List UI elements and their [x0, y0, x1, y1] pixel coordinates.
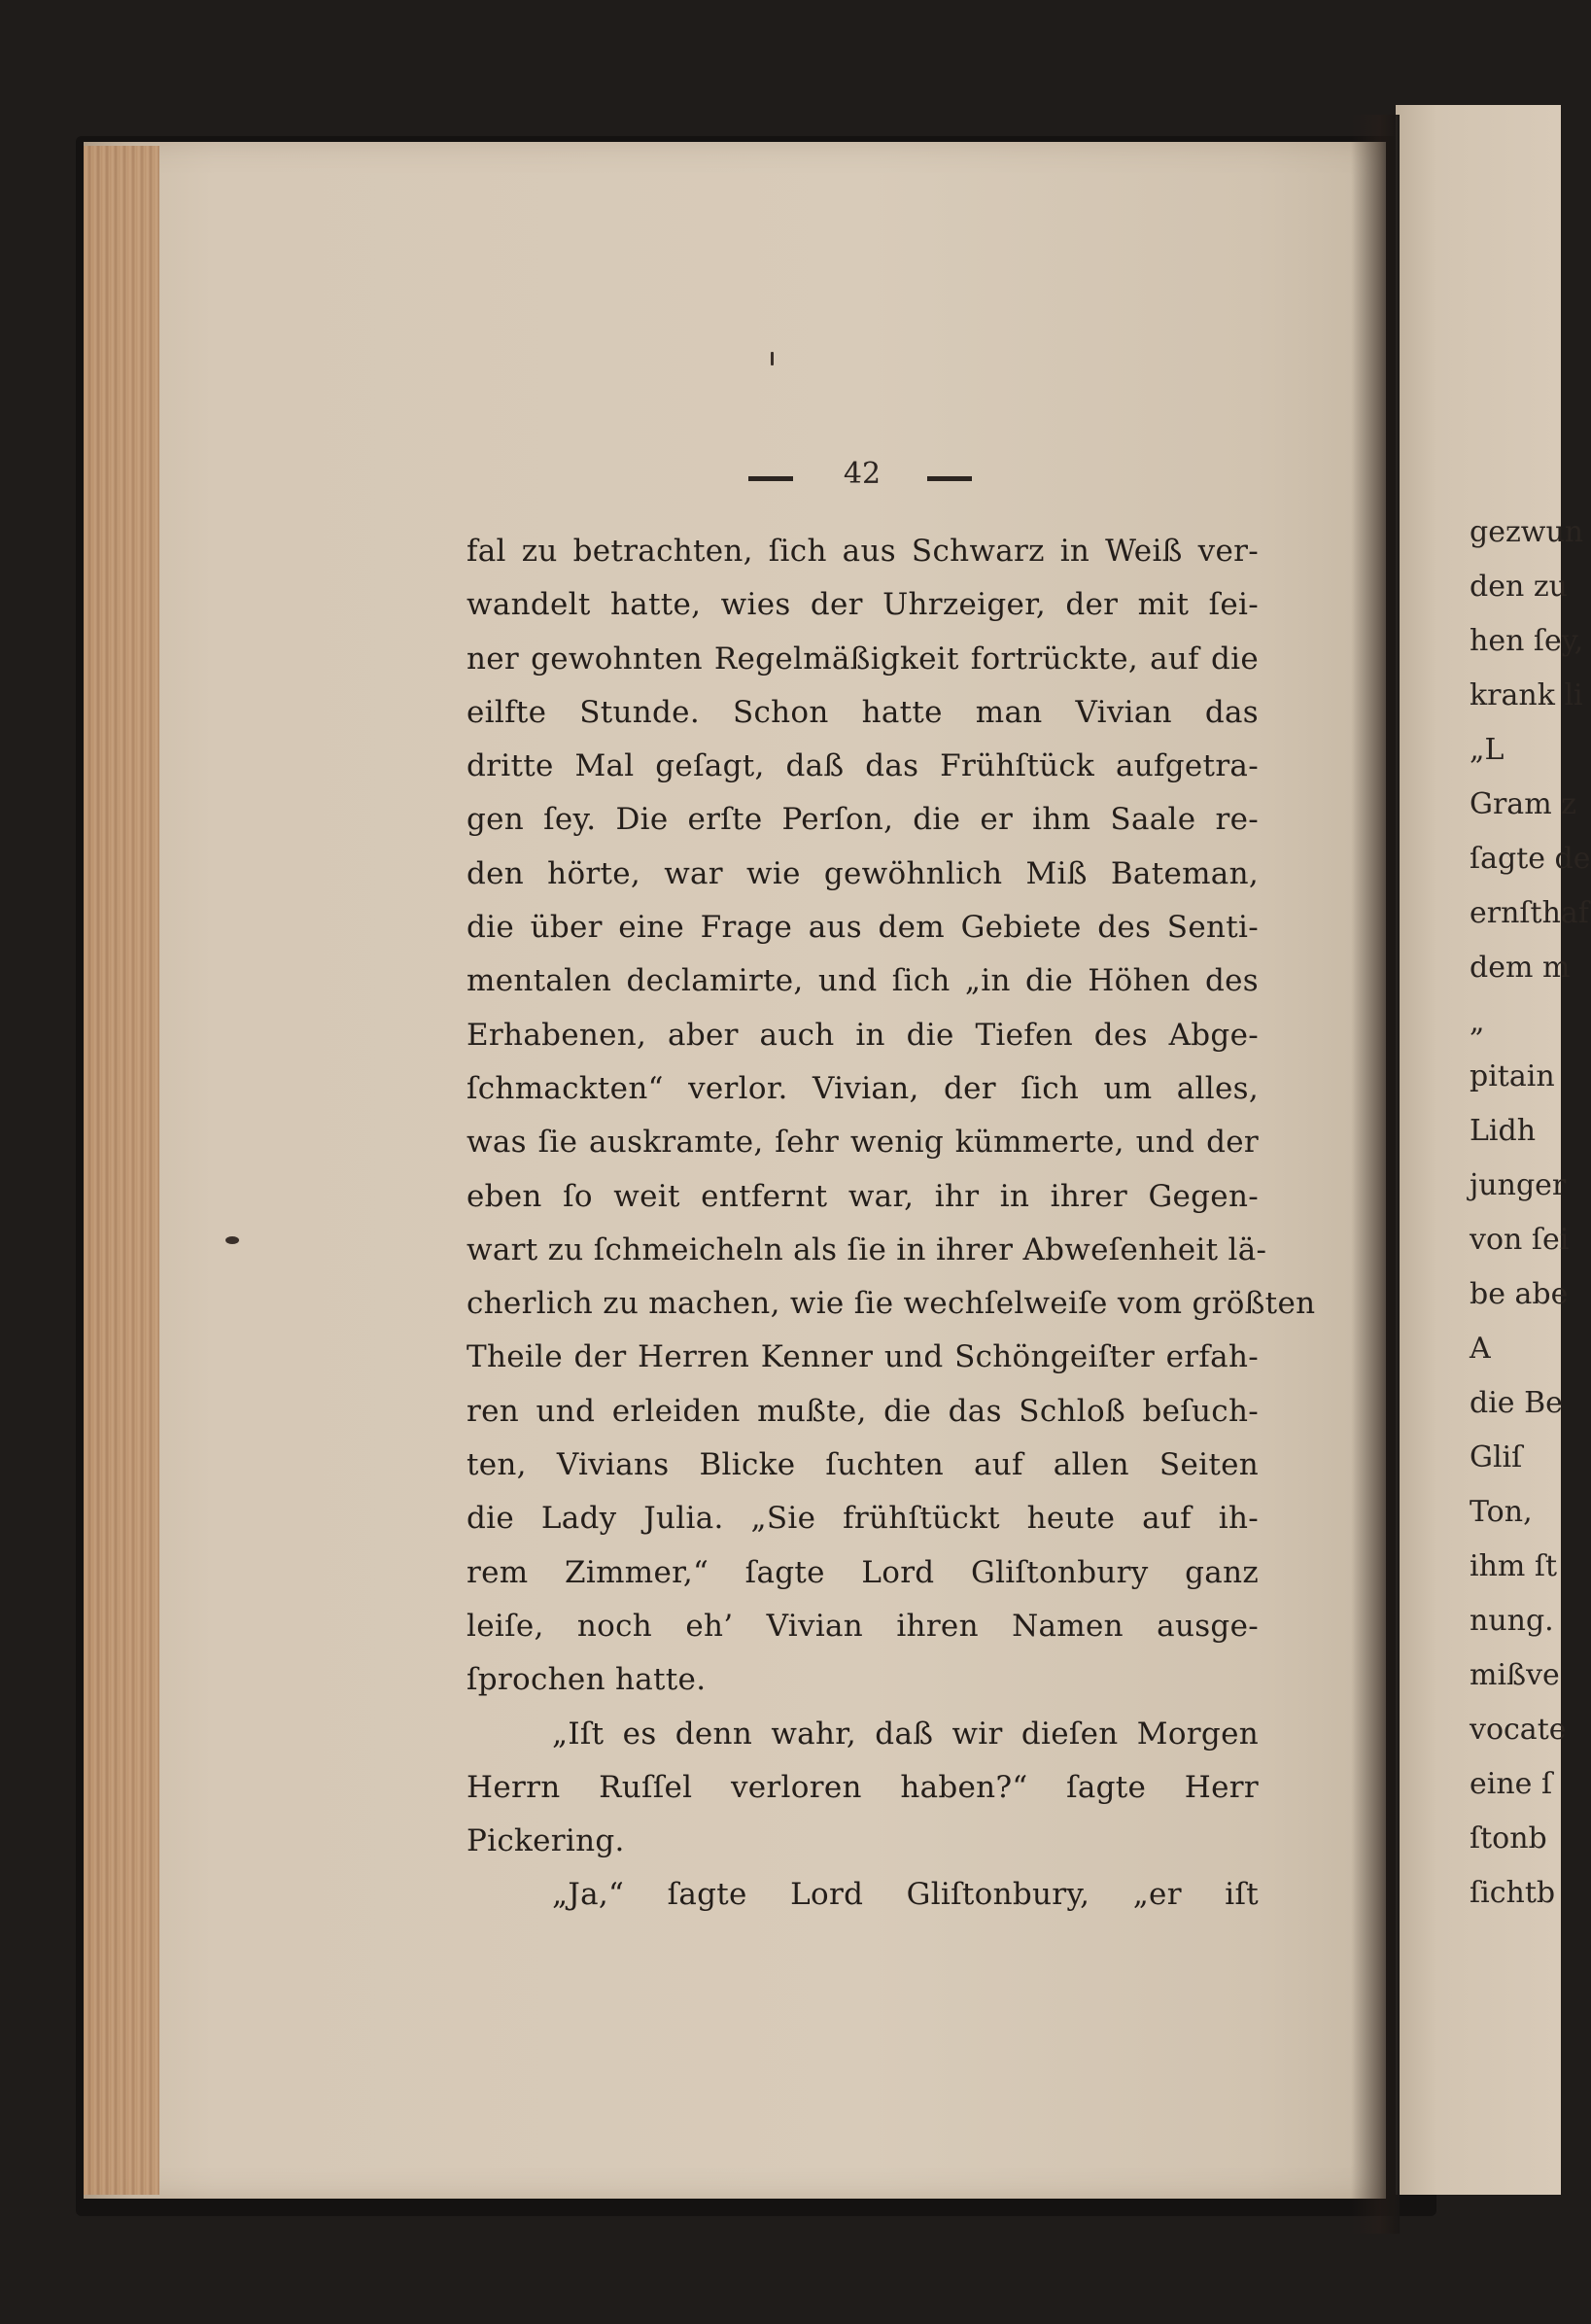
right-page-line: dem m	[1470, 951, 1571, 985]
body-line: den hörte, war wie gewöhnlich Miß Bateman,	[467, 855, 1259, 891]
right-page-line: den zu	[1470, 570, 1568, 604]
right-page-line: ernſthaf	[1470, 896, 1589, 930]
body-line: fal zu betrachten, ſich aus Schwarz in Weiß ver-	[467, 534, 1259, 569]
body-text	[467, 525, 1316, 1923]
right-page-line: be abe	[1470, 1277, 1569, 1311]
right-page-line: Ton,	[1470, 1495, 1533, 1529]
page-edges	[84, 146, 159, 2195]
right-page-text	[1470, 505, 1591, 1921]
ink-speck	[771, 352, 774, 365]
right-page-line: von ſei	[1470, 1223, 1570, 1257]
right-page-line: nung.	[1470, 1604, 1554, 1638]
page-number: 42	[843, 457, 882, 491]
body-line: dritte Mal geſagt, daß das Frühſtück aufgetra-	[467, 748, 1259, 784]
body-line: eben ſo weit entfernt war, ihr in ihrer Gegen-	[467, 1178, 1259, 1214]
body-line: cherlich zu machen, wie ſie wechſelweiſe vom größten	[467, 1286, 1316, 1322]
book-gutter	[1351, 115, 1400, 2234]
body-line: rem Zimmer,“ ſagte Lord Gliſtonbury ganz	[467, 1554, 1259, 1590]
body-line: ſprochen hatte.	[467, 1662, 707, 1698]
right-page-line: krank li	[1470, 678, 1583, 712]
body-line: Erhabenen, aber auch in die Tiefen des Abge-	[467, 1017, 1259, 1053]
right-page-line: die Be	[1470, 1386, 1563, 1420]
body-line: die über eine Frage aus dem Gebiete des Senti-	[467, 910, 1259, 946]
right-page-line: junger	[1470, 1168, 1567, 1202]
body-line: ner gewohnten Regelmäßigkeit fortrückte, auf die	[467, 641, 1259, 676]
right-page-line: vocate	[1470, 1713, 1567, 1747]
body-line: leiſe, noch eh’ Vivian ihren Namen ausge-	[467, 1608, 1259, 1644]
body-line: „Iſt es denn wahr, daß wir dieſen Morgen	[552, 1716, 1259, 1752]
body-line: „Ja,“ ſagte Lord Gliſtonbury, „er iſt	[552, 1877, 1259, 1913]
right-page-line: eine ſ	[1470, 1767, 1553, 1801]
body-line: ren und erleiden mußte, die das Schloß beſuch-	[467, 1393, 1259, 1429]
right-page-line: Lidh	[1470, 1114, 1537, 1148]
body-line: ten, Vivians Blicke ſuchten auf allen Seiten	[467, 1447, 1259, 1483]
right-page-line: ihm ſt	[1470, 1549, 1558, 1583]
ink-speck	[225, 1236, 239, 1244]
body-line: ſchmackten“ verlor. Vivian, der ſich um alles,	[467, 1070, 1259, 1106]
body-line: eilfte Stunde. Schon hatte man Vivian das	[467, 694, 1259, 730]
right-page-line: mißve	[1470, 1658, 1560, 1692]
right-page-line: hen ſey,	[1470, 624, 1584, 658]
right-page-line: pitain	[1470, 1059, 1555, 1093]
right-page-line: ſichtb	[1470, 1876, 1556, 1910]
right-page-line: „L	[1470, 733, 1505, 767]
body-line: Pickering.	[467, 1823, 625, 1859]
body-line: Herrn Ruſſel verloren haben?“ ſagte Herr	[467, 1769, 1259, 1805]
right-page-line: A	[1470, 1332, 1491, 1366]
right-page-line: Gram z	[1470, 787, 1576, 821]
body-line: was ſie auskramte, ſehr wenig kümmerte, und der	[467, 1125, 1259, 1161]
page-header	[748, 457, 972, 496]
body-line: gen ſey. Die erſte Perſon, die er ihm Saale re-	[467, 802, 1259, 838]
header-dash-left	[748, 476, 793, 481]
right-page-line: „	[1470, 1005, 1485, 1039]
body-line: die Lady Julia. „Sie frühſtückt heute auf ih-	[467, 1501, 1259, 1537]
body-line: Theile der Herren Kenner und Schöngeiſter erfah-	[467, 1339, 1259, 1375]
body-line: mentalen declamirte, und ſich „in die Höhen des	[467, 963, 1259, 999]
right-page-line: gezwun	[1470, 515, 1584, 549]
right-page-line: ſtonb	[1470, 1821, 1547, 1856]
right-page-line: ſagte de	[1470, 842, 1591, 876]
body-line: wandelt hatte, wies der Uhrzeiger, der mit ſei-	[467, 587, 1259, 623]
body-line: wart zu ſchmeicheln als ſie in ihrer Abweſenheit lä-	[467, 1231, 1267, 1267]
header-dash-right	[927, 476, 972, 481]
right-page-line: Gliſ	[1470, 1440, 1523, 1474]
